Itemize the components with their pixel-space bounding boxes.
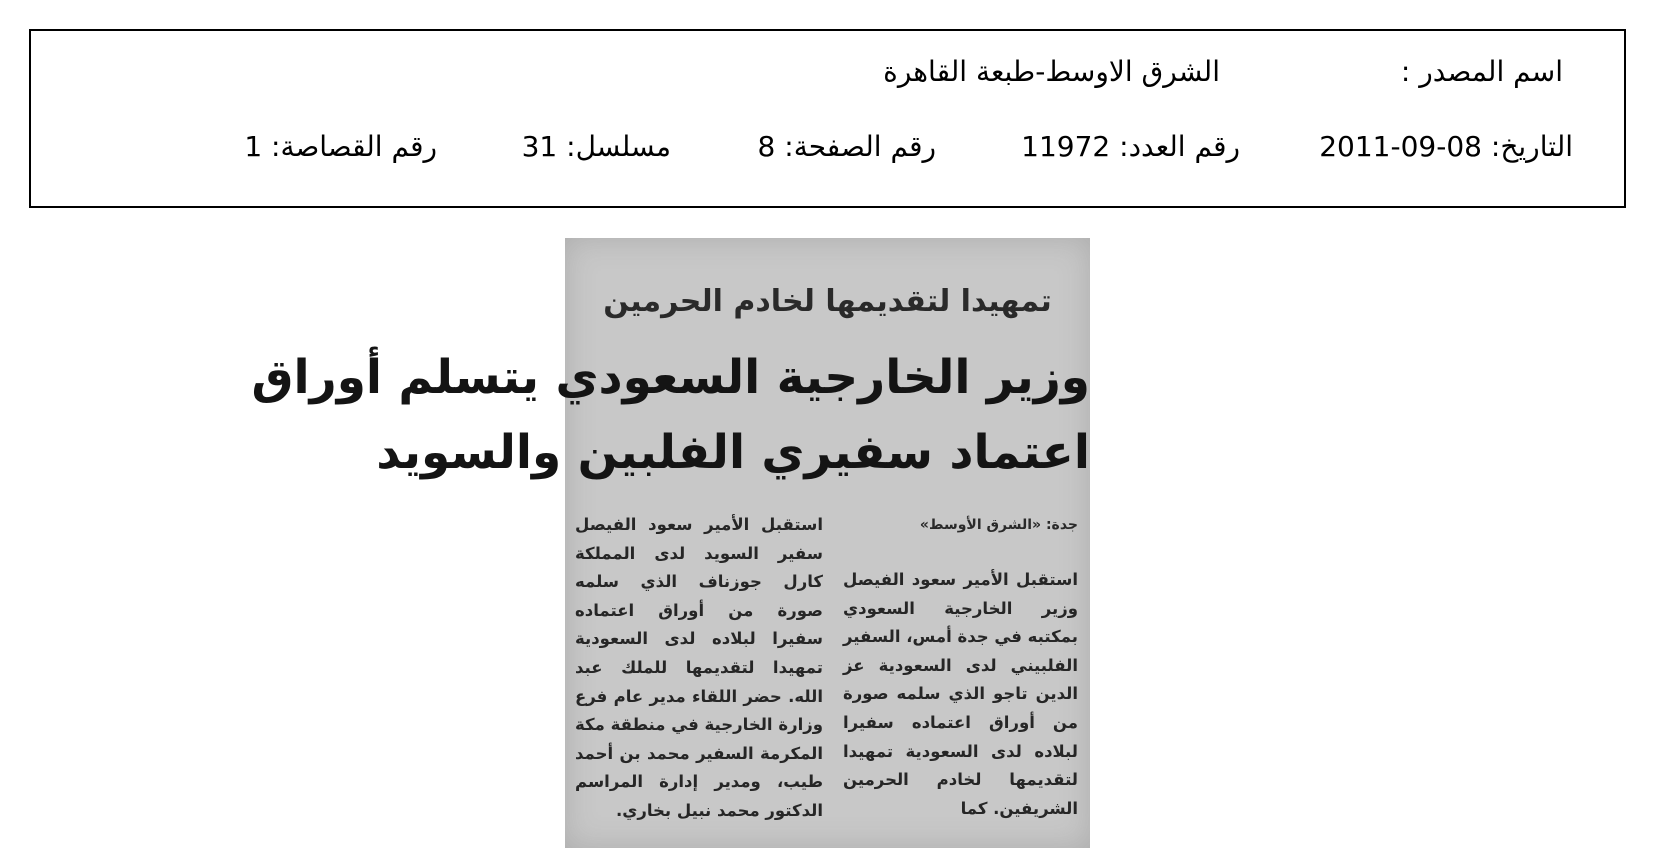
- article-headline-line-1: وزير الخارجية السعودي يتسلم أوراق: [251, 350, 1090, 405]
- source-info-box: [29, 29, 1626, 208]
- newspaper-clipping: [251, 238, 1090, 848]
- clipping-number-field: رقم القصاصة: 1: [244, 130, 437, 163]
- serial-number-field: مسلسل: 31: [521, 130, 671, 163]
- article-kicker: تمهيدا لتقديمها لخادم الحرمين: [603, 284, 1052, 319]
- source-label: اسم المصدر :: [1400, 55, 1563, 88]
- article-headline-line-2: اعتماد سفيري الفلبين والسويد: [376, 425, 1090, 480]
- date-field: التاريخ: 08-09-2011: [1319, 130, 1573, 163]
- issue-number-field: رقم العدد: 11972: [1021, 130, 1240, 163]
- article-dateline: جدة: «الشرق الأوسط»: [919, 517, 1078, 533]
- article-column-left: استقبل الأمير سعود الفيصل سفير السويد لدى المملكة كارل جوزناف الذي سلمه صورة من أوراق اعتماده سفيرا لبلاده لدى السعودية تمهيدا لتقديمها للملك عبد الله. حضر اللقاء مدير عام فرع وزارة الخارجية في منطقة مكة المكرمة السفير محمد بن أحمد طيب، ومدير إدارة المراسم الدكتور محمد نبيل بخاري.: [575, 515, 823, 820]
- article-column-right: استقبل الأمير سعود الفيصل وزير الخارجية السعودي بمكتبه في جدة أمس، السفير الفلبيني لدى السعودية عز الدين تاجو الذي سلمه صورة من أوراق اعتماده سفيرا لبلاده لدى السعودية تمهيدا لتقديمها لخادم الحرمين الشريفين. كما: [843, 570, 1078, 818]
- source-value: الشرق الاوسط-طبعة القاهرة: [883, 55, 1220, 88]
- page-number-field: رقم الصفحة: 8: [757, 130, 936, 163]
